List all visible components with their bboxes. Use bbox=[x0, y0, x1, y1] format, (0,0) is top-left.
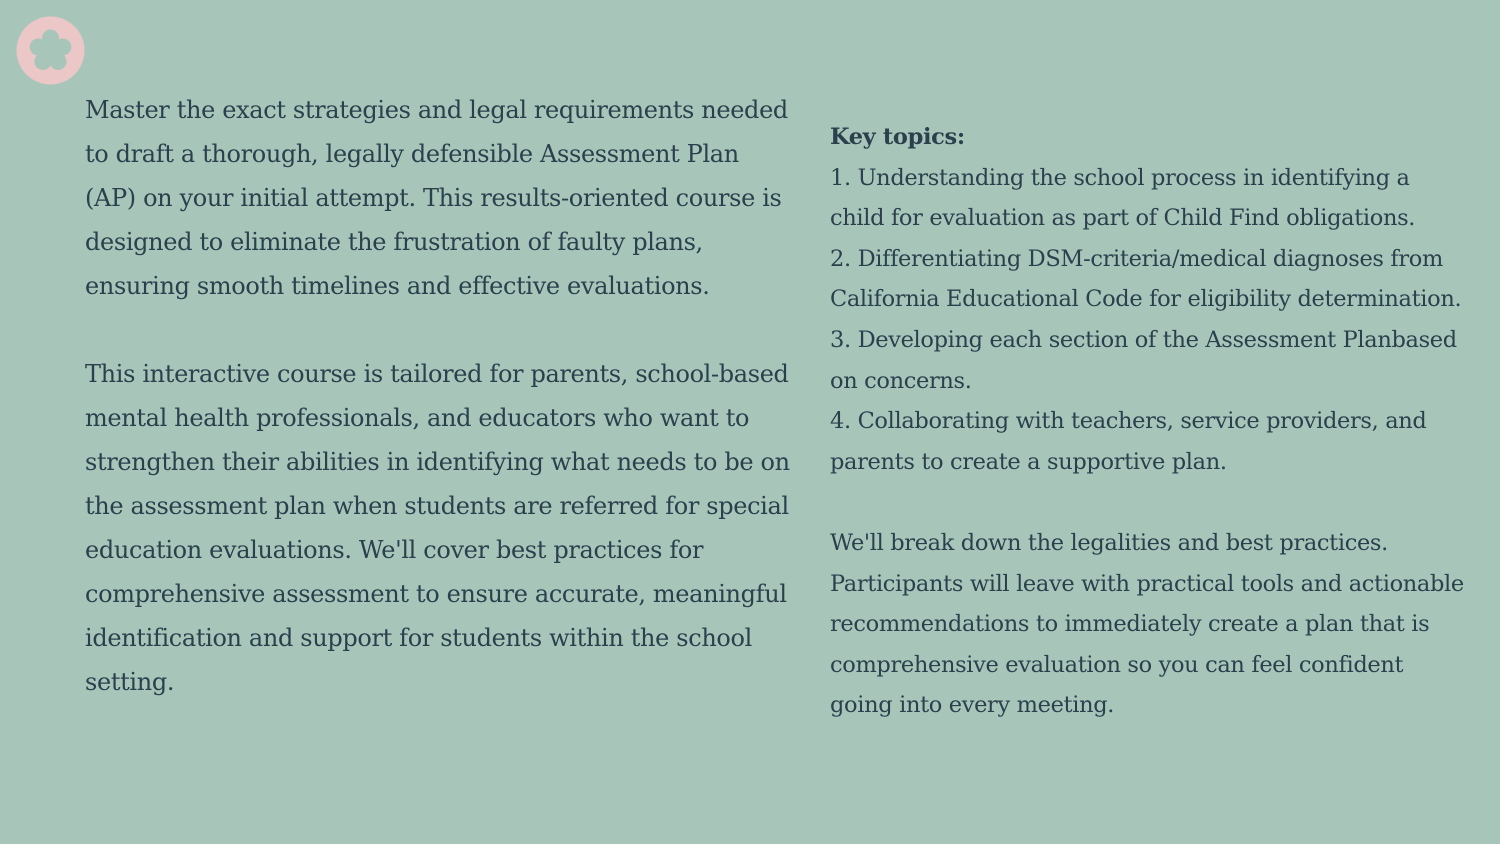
topic-item: 2. Differentiating DSM-criteria/medical diagnoses from California Educational Code for eligibility determination. bbox=[830, 245, 1462, 313]
topic-item: 3. Developing each section of the Assessment Planbased on concerns. bbox=[830, 326, 1457, 394]
topic-item: 4. Collaborating with teachers, service providers, and parents to create a supportive plan. bbox=[830, 408, 1427, 475]
closing-paragraph: We'll break down the legalities and best practices. Participants will leave with practical tools and actionable recommendations to immediately create a plan that is comprehensive evaluation so you can feel confident going into every meeting. bbox=[830, 529, 1464, 719]
intro-paragraph: Master the exact strategies and legal requirements needed to draft a thorough, legally defensible Assessment Plan (AP) on your initial attempt. This results-oriented course is designed to eliminate the frustration of faulty plans, ensuring smooth timelines and effective evaluations. bbox=[85, 96, 788, 300]
key-topics-section bbox=[830, 117, 1470, 726]
logo bbox=[16, 16, 85, 85]
key-topics-heading: Key topics: bbox=[830, 124, 965, 150]
course-description bbox=[85, 88, 795, 704]
flower-icon bbox=[16, 16, 85, 85]
topics-list bbox=[830, 158, 1470, 483]
topic-item: 1. Understanding the school process in identifying a child for evaluation as part of Child Find obligations. bbox=[830, 164, 1416, 232]
audience-paragraph: This interactive course is tailored for parents, school-based mental health professionals, and educators who want to strengthen their abilities in identifying what needs to be on the assessment plan when students are referred for special education evaluations. We'll cover best practices for comprehensive assessment to ensure accurate, meaningful identification and support for students within the school setting. bbox=[85, 360, 790, 696]
